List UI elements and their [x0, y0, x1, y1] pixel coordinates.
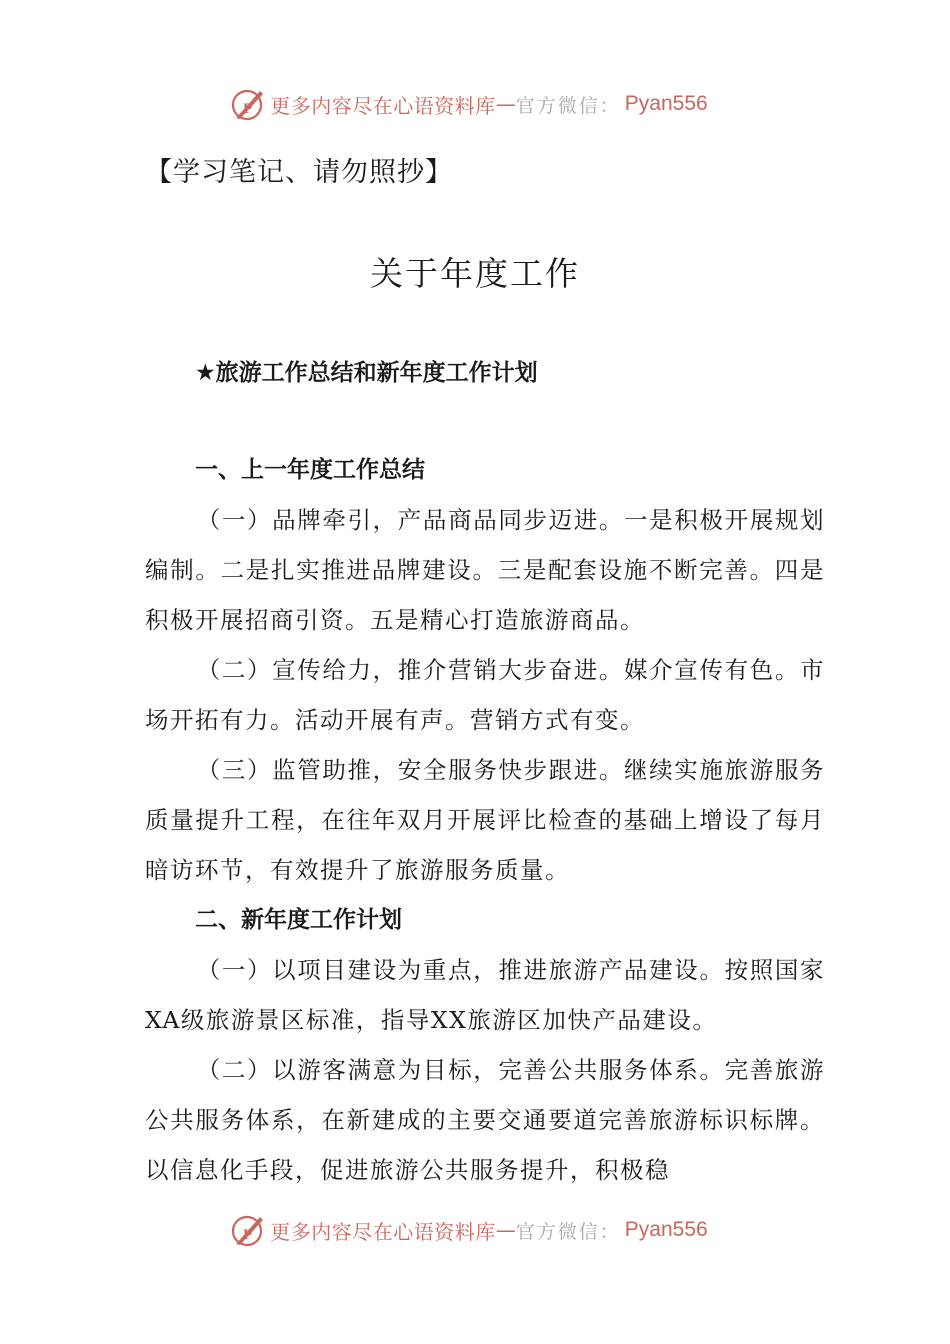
banner-wechat-label: 官方微信： — [515, 94, 621, 117]
banner-text: 更多内容尽在心语资料库 — [270, 93, 496, 118]
document-title: 关于年度工作 — [370, 254, 580, 293]
document-body — [145, 445, 825, 1195]
banner-separator: — — [495, 92, 516, 116]
banner-separator: — — [495, 1218, 516, 1242]
section-heading: 一、上一年度工作总结 — [195, 457, 425, 483]
paragraph: （二）以游客满意为目标，完善公共服务体系。完善旅游公共服务体系，在新建成的主要交通要道完善旅游标识标牌。以信息化手段，促进旅游公共服务提升，积极稳 — [145, 1056, 825, 1184]
quill-logo-icon — [230, 1212, 266, 1248]
paragraph: （一）以项目建设为重点，推进旅游产品建设。按照国家XA级旅游景区标准，指导XX旅游区加快产品建设。 — [145, 956, 825, 1034]
paragraph: （三）监管助推，安全服务快步跟进。继续实施旅游服务质量提升工程，在往年双月开展评比检查的基础上增设了每月暗访环节，有效提升了旅游服务质量。 — [145, 756, 825, 884]
banner-wechat-label: 官方微信： — [515, 1220, 621, 1243]
document-subtitle: ★旅游工作总结和新年度工作计划 — [195, 360, 538, 386]
svg-text:P: P — [243, 1227, 253, 1243]
study-note: 【学习笔记、请勿照抄】 — [145, 157, 453, 188]
banner-text: 更多内容尽在心语资料库 — [270, 1219, 496, 1244]
quill-logo-icon — [230, 86, 266, 122]
header-banner — [0, 84, 950, 124]
svg-text:P: P — [243, 101, 253, 117]
banner-wechat-id: Pyan556 — [624, 92, 708, 115]
banner-wechat-id: Pyan556 — [624, 1218, 708, 1241]
paragraph: （一）品牌牵引，产品商品同步迈进。一是积极开展规划编制。二是扎实推进品牌建设。三是配套设施不断完善。四是积极开展招商引资。五是精心打造旅游商品。 — [145, 506, 825, 634]
section-heading: 二、新年度工作计划 — [195, 907, 402, 933]
footer-banner — [0, 1210, 950, 1250]
paragraph: （二）宣传给力，推介营销大步奋进。媒介宣传有色。市场开拓有力。活动开展有声。营销方式有变。 — [145, 656, 825, 734]
